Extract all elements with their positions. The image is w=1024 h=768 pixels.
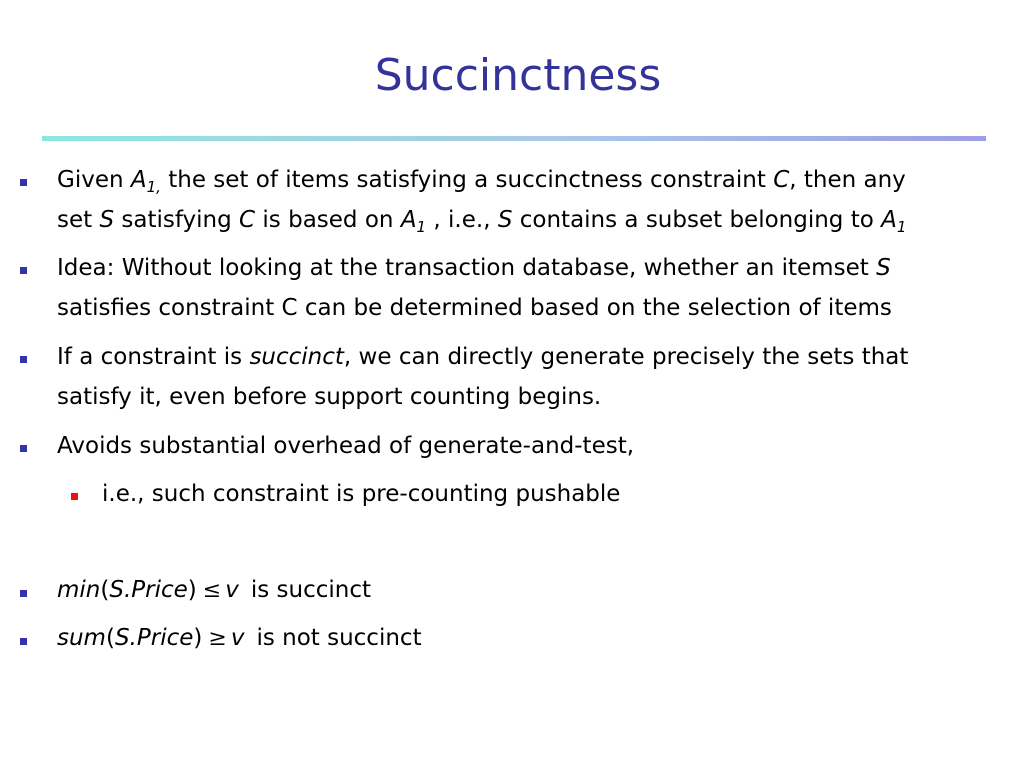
bullet-1-s: S (99, 207, 115, 233)
bullet-2 (57, 248, 997, 328)
bullet-1 (57, 160, 997, 240)
bullet-1-line-2 (57, 200, 997, 240)
bullet-1-c: C (773, 167, 790, 193)
bullet-1-given: Given (57, 167, 124, 193)
bullet-3-succinct: succinct (249, 344, 344, 370)
bullet-6 (57, 618, 997, 658)
bullet-2-line-1 (57, 248, 997, 288)
bullet-3 (57, 337, 997, 417)
bullet-6-rest: is not succinct (256, 625, 422, 651)
bullet-1-mid: the set of items satisfying a succinctness constraint (168, 167, 766, 193)
bullet-2-text: Idea: Without looking at the transaction database, whether an itemset (57, 255, 869, 281)
bullet-5-rest: is succinct (250, 577, 372, 603)
bullet-1-c2: C (239, 207, 256, 233)
bullet-3-line-1 (57, 337, 997, 377)
bullet-1-a: A (130, 167, 147, 193)
bullet-6-op: ≥ (208, 626, 227, 651)
bullet-1-based: is based on (262, 207, 394, 233)
bullet-3-text-2: satisfy it, even before support counting begins. (57, 384, 602, 410)
bullet-1-set: set (57, 207, 93, 233)
sub-bullet-marker (71, 493, 78, 500)
bullet-3-post: , we can directly generate precisely the sets that (343, 344, 909, 370)
bullet-2-line-2 (57, 288, 997, 328)
bullet-1-a2: A (400, 207, 417, 233)
bullet-4-sub (102, 474, 620, 514)
bullet-6-fn: sum (57, 625, 106, 651)
bullet-1-ie: , i.e., (433, 207, 491, 233)
slide-title: Succinctness (374, 50, 662, 101)
bullet-5-fn: min (57, 577, 101, 603)
bullet-5 (57, 570, 997, 610)
bullet-6-arg: S.Price (114, 625, 194, 651)
bullet-5-var: v (225, 577, 239, 603)
bullet-1-line-1 (57, 160, 997, 200)
bullet-1-a2-sub: 1 (416, 218, 427, 236)
bullet-6-open: ( (105, 625, 115, 651)
bullet-6-close: ) (193, 625, 203, 651)
bullet-5-arg: S.Price (109, 577, 188, 603)
bullet-5-open: ( (100, 577, 110, 603)
bullet-3-pre: If a constraint is (57, 344, 243, 370)
bullet-marker (20, 445, 27, 452)
bullet-2-s: S (876, 255, 891, 281)
bullet-1-a3: A (881, 207, 897, 233)
bullet-6-line-1 (57, 618, 997, 658)
bullet-1-a3-sub: 1 (896, 218, 907, 236)
bullet-6-var: v (230, 625, 245, 651)
bullet-4-text: Avoids substantial overhead of generate-and-test, (57, 433, 635, 459)
bullet-1-s2: S (497, 207, 513, 233)
bullet-3-line-2 (57, 377, 997, 417)
bullet-marker (20, 356, 27, 363)
bullet-1-satisfying: satisfying (121, 207, 232, 233)
bullet-4 (57, 426, 997, 466)
bullet-5-line-1 (57, 570, 997, 610)
bullet-4-sub-text: i.e., such constraint is pre-counting pushable (102, 481, 621, 507)
bullet-4-line-1 (57, 426, 997, 466)
bullet-5-op: ≤ (202, 578, 222, 603)
bullet-2-text-2: satisfies constraint C can be determined based on the selection of items (57, 295, 892, 321)
bullet-1-end: , then any (789, 167, 906, 193)
bullet-1-a-sub: 1, (146, 178, 161, 196)
bullet-marker (20, 590, 27, 597)
bullet-marker (20, 267, 27, 274)
bullet-marker (20, 638, 27, 645)
bullet-5-close: ) (187, 577, 197, 603)
bullet-1-contains: contains a subset belonging to (519, 207, 874, 233)
bullet-marker (20, 179, 27, 186)
